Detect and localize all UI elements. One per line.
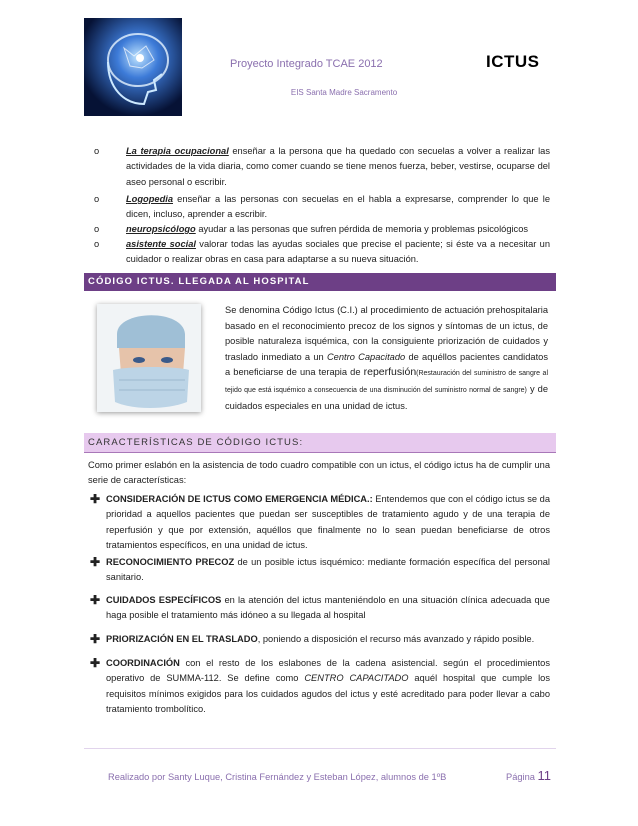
footer-credit: Realizado por Santy Luque, Cristina Fernández y Esteban López, alumnos de 1ºB — [108, 772, 447, 782]
section-heading-caracteristicas: CARACTERÍSTICAS DE CÓDIGO ICTUS: — [84, 433, 556, 453]
paragraph-text: Se denomina Código Ictus (C.I.) al procedimiento de actuación prehospitalaria basado en el reconocimiento precoz de los signos y síntomas de un ictus, de posible naturaleza isquémica, con la consiguiente priorización de cuidados y traslado inmediato a un — [225, 305, 548, 362]
item-title: COORDINACIÓN — [106, 658, 180, 668]
paragraph-text: de aquéllos pacientes candidatos a beneficiarse de una terapia de — [225, 351, 548, 378]
list-text: ayudar a las personas que sufren pérdida de memoria y problemas psicológicos — [195, 224, 529, 234]
list-item — [90, 555, 550, 586]
item-text: en la atención del ictus manteniéndolo en una situación clínica adecuada que haga posible el tratamiento más idóneo a su llegada al hospital — [106, 595, 550, 621]
intro-paragraph: Como primer eslabón en la asistencia de todo cuadro compatible con un ictus, el código ictus ha de cumplir una serie de características: — [88, 460, 550, 486]
bullet-marker: o — [94, 239, 100, 249]
list-term: La terapia ocupacional — [126, 146, 229, 156]
section-heading-codigo-ictus: CÓDIGO ICTUS. LLEGADA AL HOSPITAL — [84, 273, 556, 291]
list-item — [90, 192, 550, 223]
list-text: valorar todas las ayudas sociales que precise el paciente; si éste va a necesitar un cuidador o realizar obras en casa para adaptarse a su nueva situación. — [126, 239, 550, 265]
list-term: Logopedia — [126, 194, 173, 204]
reperfusion-term: reperfusión — [363, 366, 417, 379]
item-text: de un posible ictus isquémico: mediante formación específica del personal sanitario. — [106, 557, 550, 583]
item-text: aquél hospital que cumple los requisitos mínimos exigidos para los cuidados agudos del ictus y esté acreditado para poder llevar a cabo tratamiento trombolítico. — [106, 673, 551, 715]
item-title: CUIDADOS ESPECÍFICOS — [106, 595, 222, 605]
footer-divider — [84, 748, 556, 749]
list-item — [90, 593, 550, 624]
item-title: PRIORIZACIÓN EN EL TRASLADO — [106, 634, 258, 644]
codigo-ictus-paragraph — [225, 303, 548, 414]
item-italic: CENTRO CAPACITADO — [304, 673, 409, 684]
page-label: Página — [506, 772, 535, 782]
bullet-marker: o — [94, 224, 100, 234]
list-text: enseñar a la persona que ha quedado con secuelas a volver a realizar las actividades de la vida diaria, como comer cuando se tiene menos fuerza, beber, vestirse, ocuparse del aseo personal o escribir. — [126, 146, 550, 187]
plus-icon: ✚ — [90, 593, 101, 607]
list-item — [90, 656, 550, 718]
paragraph-text: y de cuidados especiales en una unidad de ictus. — [225, 383, 548, 411]
page-number-value: 11 — [537, 768, 552, 783]
plus-icon: ✚ — [90, 555, 101, 569]
nurse-mask-photo — [97, 304, 201, 412]
page-number — [506, 768, 551, 783]
list-term: neuropsicólogo — [126, 224, 196, 234]
bullet-marker: o — [94, 194, 100, 204]
list-item — [90, 144, 550, 190]
item-title: CONSIDERACIÓN DE ICTUS COMO EMERGENCIA MÉDICA.: — [106, 494, 373, 504]
plus-icon: ✚ — [90, 632, 101, 646]
school-name: EIS Santa Madre Sacramento — [290, 88, 398, 97]
list-term: asistente social — [126, 239, 196, 249]
topic-title: ICTUS — [486, 52, 540, 71]
list-text: enseñar a las personas con secuelas en el habla a expresarse, comprender lo que le dicen, incluso, aprender a escribir. — [126, 194, 550, 220]
reperfusion-note: (Restauración del suministro de sangre al tejido que está isquémico a consecuencia de una disminución del suministro normal de sangre) — [225, 370, 548, 394]
centro-capacitado-term: Centro Capacitado — [326, 351, 406, 362]
bullet-marker: o — [94, 146, 100, 156]
brain-logo-image — [84, 18, 182, 116]
plus-icon: ✚ — [90, 492, 101, 506]
item-title: RECONOCIMIENTO PRECOZ — [106, 557, 235, 567]
item-text: Entendemos que con el código ictus se da prioridad a aquellos pacientes que puedan ser susceptibles de tratamiento agudo y de una terapia de reperfusión y que por extensión, aquéllos que finalmente no lo sean puedan beneficiarse de otros tratamientos específicos, en una unidad de ictus. — [106, 494, 550, 551]
item-text: , poniendo a disposición el recurso más avanzado y rápido posible. — [257, 634, 535, 644]
list-item — [90, 632, 550, 647]
item-text: con el resto de los eslabones de la cadena asistencial. según el procedimientos operativo de SUMMA-112. Se define como — [106, 658, 550, 684]
project-title: Proyecto Integrado TCAE 2012 — [230, 58, 383, 70]
plus-icon: ✚ — [90, 656, 101, 670]
list-item — [90, 222, 550, 237]
list-item — [90, 492, 550, 554]
list-item — [90, 237, 550, 268]
